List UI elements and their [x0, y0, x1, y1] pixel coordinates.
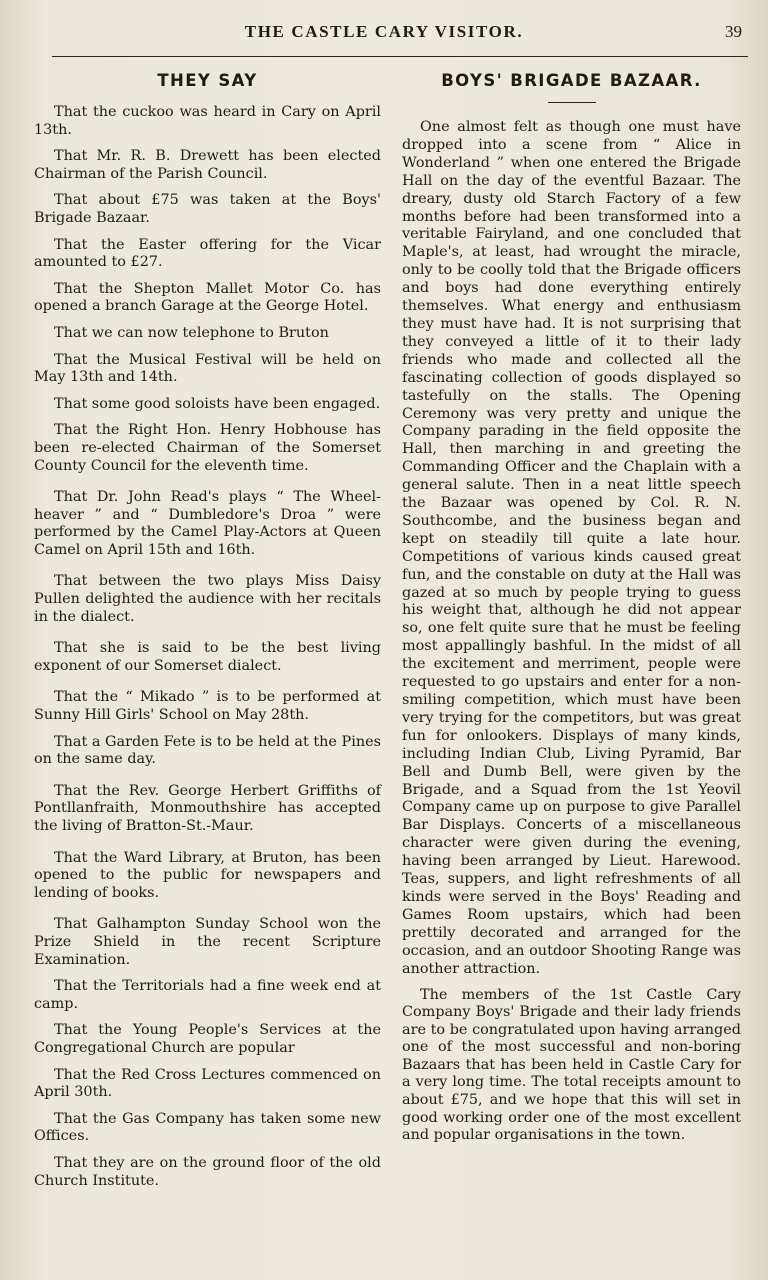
bazaar-title: BOYS' BRIGADE BAZAAR. [441, 71, 702, 90]
header-rule [52, 56, 748, 57]
title-rule [548, 102, 596, 103]
they-say-item: That the Territorials had a fine week end at camp. [34, 978, 381, 1012]
they-say-item: That the Musical Festival will be held on May 13th and 14th. [34, 351, 381, 386]
they-say-item: That the Ward Library, at Bruton, has been opened to the public for newspapers and lending of books. [34, 849, 381, 901]
they-say-item: That a Garden Fete is to be held at the Pines on the same day. [34, 733, 381, 768]
they-say-item: That about £75 was taken at the Boys' Brigade Bazaar. [34, 192, 381, 226]
they-say-item: That she is said to be the best living exponent of our Somerset dialect. [34, 640, 381, 674]
they-say-item: That the Shepton Mallet Motor Co. has opened a branch Garage at the George Hotel. [34, 280, 381, 315]
bazaar-paragraph: One almost felt as though one must have dropped into a scene from “ Alice in Wonderland ” when one entered the Brigade Hall on the day of the eventful Bazaar. The dreary, dusty old Starch Factory of a few months before had been transformed into a veritable Fairyland, and one concluded that Maple's, at least, had wrought the miracle, only to be coolly told that the Brigade officers and boys had done everything entirely themselves. What energy and enthusiasm they must have had. It is not surprising that they conveyed a little of it to their lady friends who made and collected all the fascinating collection of goods displayed so tastefully on the stalls. The Opening Ceremony was very pretty and unique the Company parading in the field opposite the Hall, then marching in and greeting the Commanding Officer and the Chaplain with a general salute. Then in a neat little speech the Bazaar was opened by Col. R. N. Southcombe, and the business began and kept on steadily till quite a late hour. Competitions of various kinds caused great fun, and the constable on duty at the Hall was gazed at so much by people trying to guess his weight that, although he did not appear so, one felt quite sure that he must be feeling most appallingly bashful. In the midst of all the excitement and merriment, people were requested to go upstairs and enter for a non-smiling competition, which must have been very trying for the competitors, but was great fun for onlookers. Displays of many kinds, including Indian Club, Living Pyramid, Bar Bell and Dumb Bell, were given by the Brigade, and a Squad from the 1st Yeovil Company came up on purpose to give Parallel Bar Displays. Concerts of a miscellaneous character were given during the evening, having been arranged by Lieut. Harewood. Teas, suppers, and light refreshments of all kinds were served in the Boys' Reading and Games Room upstairs, which had been prettily decorated and arranged for the occasion, and an outdoor Shooting Range was another attraction. [402, 119, 741, 977]
they-say-item: That the cuckoo was heard in Cary on April 13th. [34, 104, 381, 138]
they-say-item: That the Young People's Services at the Congregational Church are popular [34, 1022, 381, 1056]
they-say-title: THEY SAY [157, 71, 258, 90]
bazaar-paragraph: The members of the 1st Castle Cary Company Boys' Brigade and their lady friends are to be congratulated upon having arranged one of the most successful and non-boring Bazaars that has been held in Castle Cary for a very long time. The total receipts amount to about £75, and we hope that this will set in good working order one of the most excellent and popular organisations in the town. [402, 986, 741, 1144]
they-say-item: That Galhampton Sunday School won the Prize Shield in the recent Scripture Examination. [34, 916, 381, 968]
they-say-item: That they are on the ground floor of the old Church Institute. [34, 1154, 381, 1189]
they-say-item: That the Right Hon. Henry Hobhouse has been re-elected Chairman of the Somerset County Council for the eleventh time. [34, 422, 381, 474]
they-say-item: That Mr. R. B. Drewett has been elected Chairman of the Parish Council. [34, 148, 381, 182]
they-say-item: That the Easter offering for the Vicar amounted to £27. [34, 236, 381, 271]
page-header [0, 18, 768, 50]
they-say-item: That some good soloists have been engaged. [54, 395, 381, 412]
they-say-item: That between the two plays Miss Daisy Pullen delighted the audience with her recitals in the dialect. [34, 573, 381, 625]
they-say-item: That the “ Mikado ” is to be performed at Sunny Hill Girls' School on May 28th. [34, 689, 381, 724]
they-say-item: That the Rev. George Herbert Griffiths of Pontllanfraith, Monmouthshire has accepted the living of Bratton-St.-Maur. [34, 782, 381, 834]
running-title: THE CASTLE CARY VISITOR. [244, 22, 524, 41]
bazaar-column [402, 66, 741, 1153]
they-say-item: That the Red Cross Lectures commenced on April 30th. [34, 1066, 381, 1101]
they-say-item: That we can now telephone to Bruton [54, 324, 329, 341]
they-say-column [34, 66, 381, 1199]
page-number: 39 [725, 22, 742, 41]
they-say-item: That Dr. John Read's plays “ The Wheel-heaver ” and “ Dumbledore's Droa ” were performed by the Camel Play-Actors at Queen Camel on April 15th and 16th. [34, 489, 381, 558]
they-say-item: That the Gas Company has taken some new Offices. [34, 1110, 381, 1145]
